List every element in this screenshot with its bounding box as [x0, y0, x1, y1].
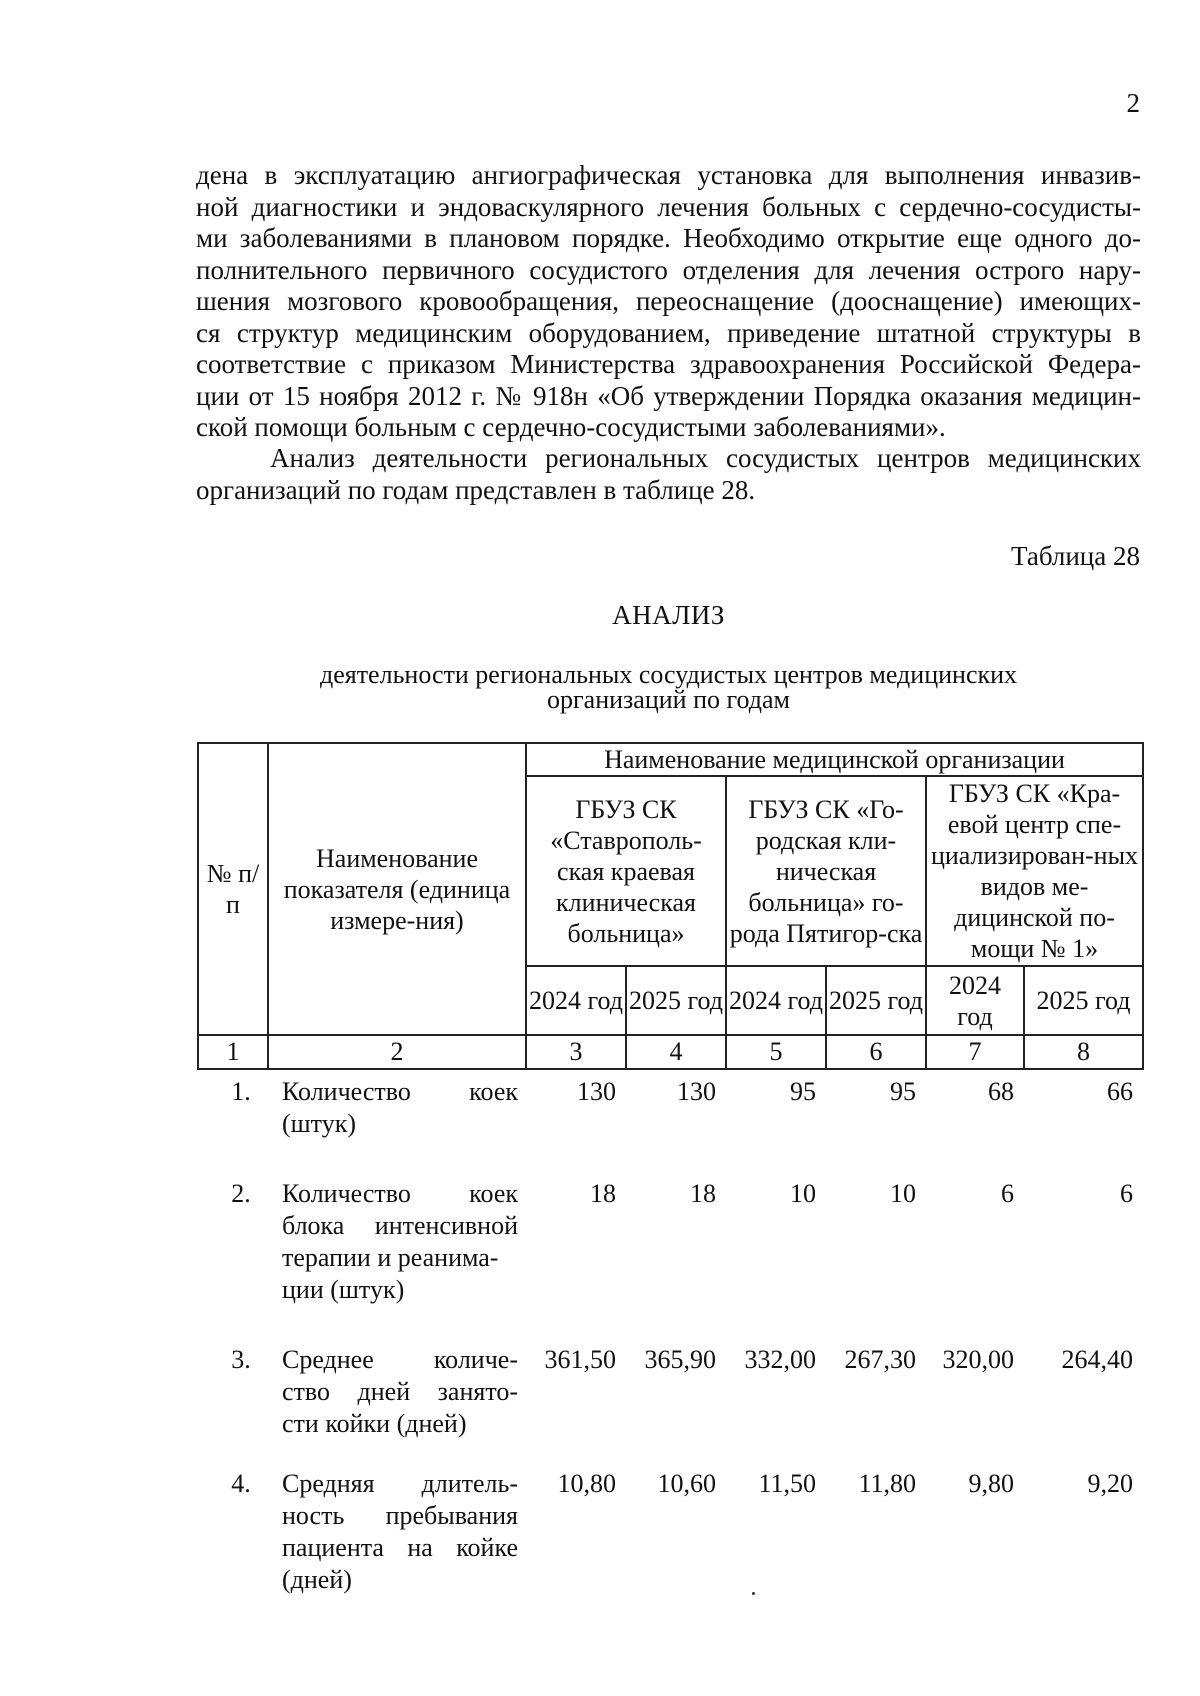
header-year: 2025 год: [1024, 966, 1143, 1035]
table-row: [198, 1069, 1143, 1172]
table-row: [198, 1338, 1143, 1462]
row-index: 1.: [231, 1077, 251, 1106]
table-subtitle: [196, 662, 1141, 712]
indicator-line: (дней): [282, 1565, 352, 1594]
cell-value: 130: [677, 1077, 716, 1106]
cell-value: 68: [988, 1077, 1014, 1106]
cell-value: 10,60: [657, 1469, 716, 1498]
column-number: 2: [268, 1035, 526, 1069]
header-org-1: ГБУЗ СК «Ставрополь-ская краевая клиническая больница»: [526, 776, 726, 966]
indicator-line: сти койки (дней): [282, 1409, 467, 1438]
cell-value: 6: [1120, 1179, 1133, 1208]
cell-value: 9,20: [1087, 1469, 1133, 1498]
paragraph-line: организаций по годам представлен в таблице 28.: [196, 474, 756, 505]
indicator-line: (штук): [282, 1109, 356, 1138]
header-year: 2024 год: [726, 966, 826, 1035]
paragraph-line: ся структур медицинским оборудованием, приведение штатной структуры в: [196, 317, 1141, 348]
paragraph-line: дена в эксплуатацию ангиографическая установка для выполнения инвазив-: [196, 160, 1141, 190]
header-year: 2025 год: [826, 966, 926, 1035]
cell-value: 264,40: [1061, 1345, 1133, 1374]
paragraph-line: ции от 15 ноября 2012 г. № 918н «Об утверждении Порядка оказания медицин-: [196, 380, 1141, 411]
cell-value: 130: [577, 1077, 616, 1106]
header-year: 2025 год: [626, 966, 726, 1035]
column-number: 1: [198, 1035, 268, 1069]
cell-value: 361,50: [544, 1345, 616, 1374]
cell-value: 10,80: [557, 1469, 616, 1498]
paragraph-1: [196, 160, 1141, 444]
subtitle-line: деятельности региональных сосудистых центров медицинских: [319, 660, 1018, 689]
indicator-line: ность пребывания: [282, 1501, 518, 1530]
scan-speck: [752, 1592, 755, 1595]
cell-value: 267,30: [844, 1345, 916, 1374]
table-row: [198, 1172, 1143, 1338]
row-index: 2.: [231, 1179, 251, 1208]
header-year: 2024 год: [926, 966, 1024, 1035]
column-number: 6: [826, 1035, 926, 1069]
cell-value: 10: [790, 1179, 816, 1208]
indicator-line: терапии и реанима-: [282, 1243, 499, 1272]
indicator-line: Количество коек: [282, 1179, 518, 1208]
cell-value: 6: [1001, 1179, 1014, 1208]
indicator-line: Среднее количе-: [282, 1345, 518, 1374]
row-indicator: [268, 1338, 526, 1462]
page-number: 2: [1126, 88, 1140, 118]
column-number: 5: [726, 1035, 826, 1069]
cell-value: 95: [890, 1077, 916, 1106]
paragraph-line: ской помощи больным с сердечно-сосудистыми заболеваниями».: [196, 412, 946, 442]
header-year: 2024 год: [526, 966, 626, 1035]
row-index: 4.: [231, 1469, 251, 1498]
header-org-3: ГБУЗ СК «Кра-евой центр спе-циализирован-ных видов ме-дицинской по-мощи № 1»: [926, 776, 1143, 966]
column-number: 8: [1024, 1035, 1143, 1069]
indicator-line: ции (штук): [282, 1275, 405, 1304]
row-indicator: [268, 1172, 526, 1338]
header-indicator: Наименование показателя (единица измере-ния): [268, 743, 526, 1035]
indicator-line: Средняя длитель-: [282, 1469, 518, 1498]
table-row: [198, 1462, 1143, 1608]
cell-value: 10: [890, 1179, 916, 1208]
table-heading: АНАЛИЗ: [612, 600, 725, 630]
paragraph-line: полнительного первичного сосудистого отделения для лечения острого нару-: [196, 254, 1141, 285]
subtitle-line: организаций по годам: [547, 685, 790, 714]
cell-value: 9,80: [968, 1469, 1014, 1498]
cell-value: 18: [690, 1179, 716, 1208]
indicator-line: пациента на койке: [282, 1533, 518, 1562]
indicator-line: ство дней занято-: [282, 1377, 518, 1406]
cell-value: 11,50: [758, 1469, 816, 1498]
paragraph-line: Анализ деятельности региональных сосудистых центров медицинских: [270, 443, 1141, 473]
paragraph-2: [196, 443, 1141, 506]
cell-value: 18: [590, 1179, 616, 1208]
header-org-2: ГБУЗ СК «Го-родская кли-ническая больница» го-рода Пятигор-ска: [726, 776, 926, 966]
row-index: 3.: [231, 1345, 251, 1374]
paragraph-line: шения мозгового кровообращения, переоснащение (дооснащение) имеющих-: [196, 286, 1141, 316]
analysis-table: [197, 742, 1144, 1608]
cell-value: 95: [790, 1077, 816, 1106]
row-indicator: [268, 1462, 526, 1608]
column-number: 4: [626, 1035, 726, 1069]
table-caption: Таблица 28: [1011, 541, 1140, 571]
paragraph-line: ми заболеваниями в плановом порядке. Необходимо открытие еще одного до-: [196, 223, 1141, 253]
indicator-line: Количество коек: [282, 1077, 518, 1106]
indicator-line: блока интенсивной: [282, 1211, 518, 1240]
header-number: № п/п: [198, 743, 268, 1035]
cell-value: 66: [1107, 1077, 1133, 1106]
cell-value: 320,00: [942, 1345, 1014, 1374]
row-indicator: [268, 1069, 526, 1172]
column-number: 7: [926, 1035, 1024, 1069]
cell-value: 365,90: [644, 1345, 716, 1374]
header-org-group: Наименование медицинской организации: [526, 743, 1143, 776]
paragraph-line: соответствие с приказом Министерства здравоохранения Российской Федера-: [196, 349, 1141, 379]
paragraph-line: ной диагностики и эндоваскулярного лечения больных с сердечно-сосудисты-: [196, 191, 1141, 222]
cell-value: 11,80: [858, 1469, 916, 1498]
column-number: 3: [526, 1035, 626, 1069]
cell-value: 332,00: [744, 1345, 816, 1374]
